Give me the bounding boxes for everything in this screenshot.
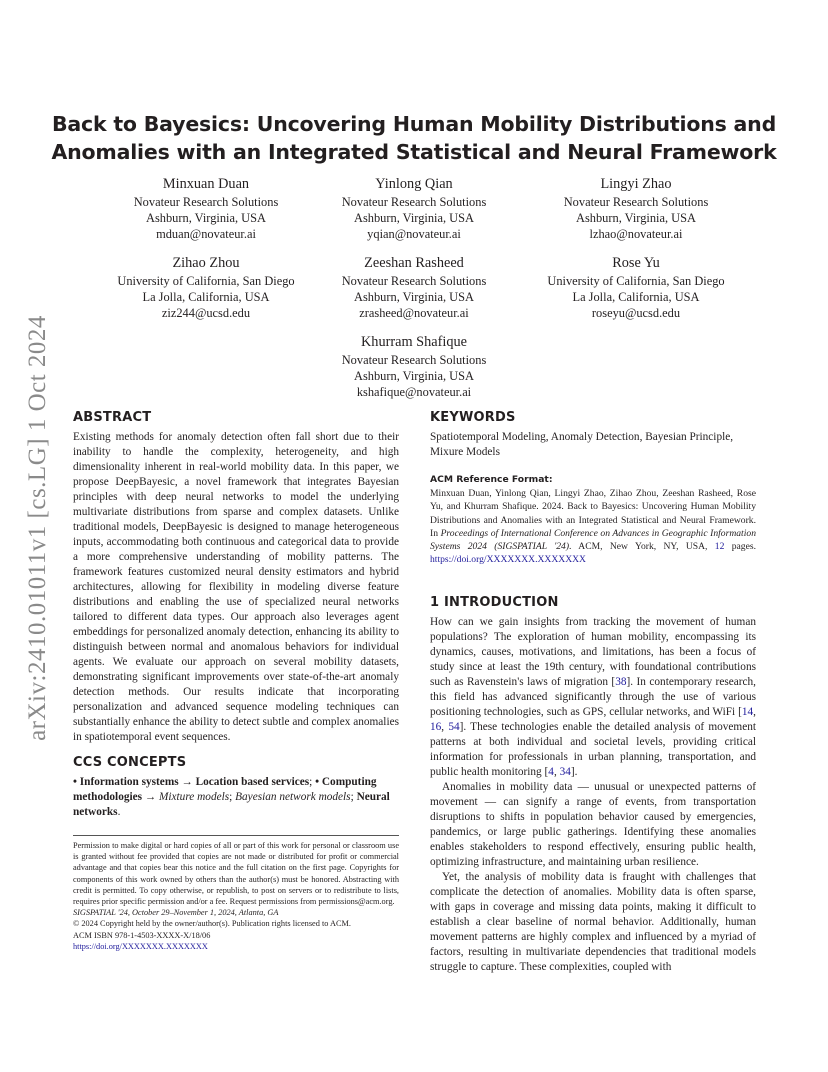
- author-location: Ashburn, Virginia, USA: [354, 211, 474, 225]
- page-count-link[interactable]: 12: [714, 541, 725, 553]
- author-block: [506, 254, 766, 321]
- reference-venue: Proceedings of International Conference on Advances in Geographic Information Systems 2024 (SIGSPATIAL '24): [430, 527, 756, 553]
- author-email[interactable]: lzhao@novateur.ai: [589, 227, 683, 241]
- title-line-1: Back to Bayesics: Uncovering Human Mobility Distributions and: [51, 112, 777, 136]
- acm-reference-text: Minxuan Duan, Yinlong Qian, Lingyi Zhao, Zihao Zhou, Zeeshan Rasheed, Rose Yu, and Khurram Shafique. 2024. Back to Bayesics: Uncovering Human Mobility Distributions and Anomalies with an Integrated Statistical and Neural Framework. In Proceedings of International Conference on Advances in Geographic Information Systems 2024 (SIGSPATIAL '24). ACM, New York, NY, USA, 12 pages. https://doi.org/XXXXXXX.XXXXXXX: [430, 488, 756, 566]
- intro-paragraph: How can we gain insights from tracking the movement of human populations? The exploration of human mobility, encompassing its dynamics, causes, motivations, and limitations, has been a focus of study since at least the 19th century, with foundational contributions such as Ravenstein's laws of migration [38]. In contemporary research, this field has advanced significantly through the use of various positioning technologies, such as GPS, cellular networks, and WiFi [14, 16, 54]. These technologies enable the detailed analysis of movement patterns at both individual and societal levels, providing critical information for professionals in urban planning, transportation, and public health monitoring [4, 34].: [430, 616, 757, 778]
- ccs-concept: Mixture models: [158, 791, 230, 803]
- ccs-concept: • Computing methodologies →: [73, 776, 377, 803]
- abstract-text: Existing methods for anomaly detection often fall short due to their inability to handle the complexity, heterogeneity, and high dimensionality inherent in real-world mobility data. In this paper, we propose DeepBayesic, a novel framework that integrates Bayesian principles with deep neural networks to model the underlying multivariate distributions from sparse and complex datasets. Unlike traditional models, DeepBayesic is designed to manage heterogeneous inputs, accommodating both continuous and categorical data to provide a more comprehensive understanding of mobility patterns. The framework features customized neural density estimators and hybrid architectures, allowing for flexibility in modeling diverse feature distributions and enabling the use of specialized neural networks tailored to different data types. Our approach also leverages agent embeddings for personalized anomaly detection, enhancing its ability to distinguish between normal and anomalous behaviors for individual agents. We evaluate our approach on several mobility datasets, demonstrating significant improvements over state-of-the-art anomaly detection methods. Our results indicate that incorporating personalization and advanced sequence modeling techniques can substantially enhance the ability to detect subtle and complex anomalies in spatiotemporal event sequences.: [73, 431, 399, 743]
- ccs-separator: ;: [309, 776, 316, 788]
- author-name: Zeeshan Rasheed: [364, 255, 464, 271]
- reference-doi-link[interactable]: https://doi.org/XXXXXXX.XXXXXXX: [430, 554, 586, 566]
- ccs-heading: CCS CONCEPTS: [73, 755, 187, 770]
- introduction-body: [430, 615, 756, 975]
- keywords-heading: KEYWORDS: [430, 410, 516, 425]
- author-name: Yinlong Qian: [375, 176, 453, 192]
- citation-link[interactable]: 14: [741, 706, 754, 718]
- footnote-divider: [73, 835, 399, 836]
- abstract-heading: ABSTRACT: [73, 410, 152, 425]
- author-name: Rose Yu: [612, 255, 660, 271]
- copyright-footnote: [73, 840, 399, 952]
- author-affiliation: Novateur Research Solutions: [341, 195, 487, 209]
- author-name: Khurram Shafique: [360, 334, 467, 350]
- paper-title: [40, 110, 788, 166]
- introduction-heading: 1 INTRODUCTION: [430, 595, 559, 610]
- author-email[interactable]: kshafique@novateur.ai: [356, 385, 472, 399]
- permission-notice: Permission to make digital or hard copies of all or part of this work for personal or classroom use is granted without fee provided that copies are not made or distributed for profit or commercial advantage and that copies bear this notice and the full citation on the first page. Copyrights for components of this work owned by others than the author(s) must be honored. Abstracting with credit is permitted. To copy otherwise, or republish, to post on servers or to redistribute to lists, requires prior specific permission and/or a fee. Request permissions from permissions@acm.org.: [73, 841, 399, 907]
- citation-link[interactable]: 16: [430, 721, 442, 733]
- acm-reference-heading: ACM Reference Format:: [430, 474, 553, 485]
- author-location: La Jolla, California, USA: [572, 290, 700, 304]
- citation-link[interactable]: 4: [548, 766, 554, 778]
- copyright-notice: © 2024 Copyright held by the owner/author(s). Publication rights licensed to ACM.: [73, 919, 351, 929]
- author-email[interactable]: roseyu@ucsd.edu: [591, 306, 681, 320]
- author-affiliation: Novateur Research Solutions: [563, 195, 709, 209]
- author-email[interactable]: zrasheed@novateur.ai: [359, 306, 469, 320]
- author-affiliation: University of California, San Diego: [117, 274, 295, 288]
- citation-link[interactable]: 38: [615, 676, 627, 688]
- author-location: Ashburn, Virginia, USA: [354, 290, 474, 304]
- author-block: [284, 254, 544, 321]
- author-name: Minxuan Duan: [162, 176, 250, 192]
- ccs-end: .: [117, 806, 121, 818]
- arxiv-identifier: arXiv:2410.01011v1 [cs.LG] 1 Oct 2024: [24, 314, 51, 741]
- author-location: Ashburn, Virginia, USA: [146, 211, 266, 225]
- title-line-2: Anomalies with an Integrated Statistical and Neural Framework: [51, 140, 777, 164]
- author-location: Ashburn, Virginia, USA: [576, 211, 696, 225]
- intro-paragraph: Anomalies in mobility data — unusual or unexpected patterns of movement — can signify a range of events, from transportation disruptions to shifts in population behavior caused by emergencies, pandemics, or large public gatherings. Identifying these anomalies enables stakeholders to respond effectively, ensuring public health, optimizing infrastructure, and maintaining urban resilience.: [430, 781, 756, 868]
- citation-link[interactable]: 54: [448, 721, 460, 733]
- author-location: Ashburn, Virginia, USA: [354, 369, 474, 383]
- ccs-concepts: [73, 775, 399, 820]
- author-block: [284, 333, 544, 400]
- author-email[interactable]: mduan@novateur.ai: [156, 227, 256, 241]
- conference-venue: SIGSPATIAL '24, October 29–November 1, 2024, Atlanta, GA: [73, 908, 279, 918]
- ccs-concept: • Information systems → Location based services: [73, 776, 310, 788]
- keywords-text: Spatiotemporal Modeling, Anomaly Detection, Bayesian Principle, Mixure Models: [430, 431, 734, 458]
- ccs-concept: Neural networks: [73, 791, 390, 818]
- citation-link[interactable]: 34: [559, 766, 571, 778]
- author-email[interactable]: ziz244@ucsd.edu: [161, 306, 251, 320]
- ccs-separator: ;: [350, 791, 357, 803]
- acm-isbn: ACM ISBN 978-1-4503-XXXX-X/18/06: [73, 930, 211, 940]
- ccs-separator: ;: [229, 791, 236, 803]
- author-name: Lingyi Zhao: [600, 176, 672, 192]
- author-name: Zihao Zhou: [172, 255, 240, 271]
- author-block: [506, 175, 766, 242]
- author-affiliation: Novateur Research Solutions: [133, 195, 279, 209]
- author-affiliation: Novateur Research Solutions: [341, 274, 487, 288]
- doi-link[interactable]: https://doi.org/XXXXXXX.XXXXXXX: [73, 941, 208, 951]
- author-block: [284, 175, 544, 242]
- author-affiliation: University of California, San Diego: [547, 274, 725, 288]
- ccs-concept: Bayesian network models: [235, 791, 351, 803]
- author-location: La Jolla, California, USA: [142, 290, 270, 304]
- intro-paragraph: Yet, the analysis of mobility data is fraught with challenges that complicate the detection of anomalies. Mobility data is often sparse, with gaps in coverage and missing data points, making it difficult to establish a clear baseline of normal behavior. Additionally, human movement patterns are highly complex and influenced by a myriad of factors, resulting in multivariate dependencies that traditional models struggle to capture. These complexities, coupled with: [430, 871, 756, 973]
- author-email[interactable]: yqian@novateur.ai: [367, 227, 461, 241]
- author-affiliation: Novateur Research Solutions: [341, 353, 487, 367]
